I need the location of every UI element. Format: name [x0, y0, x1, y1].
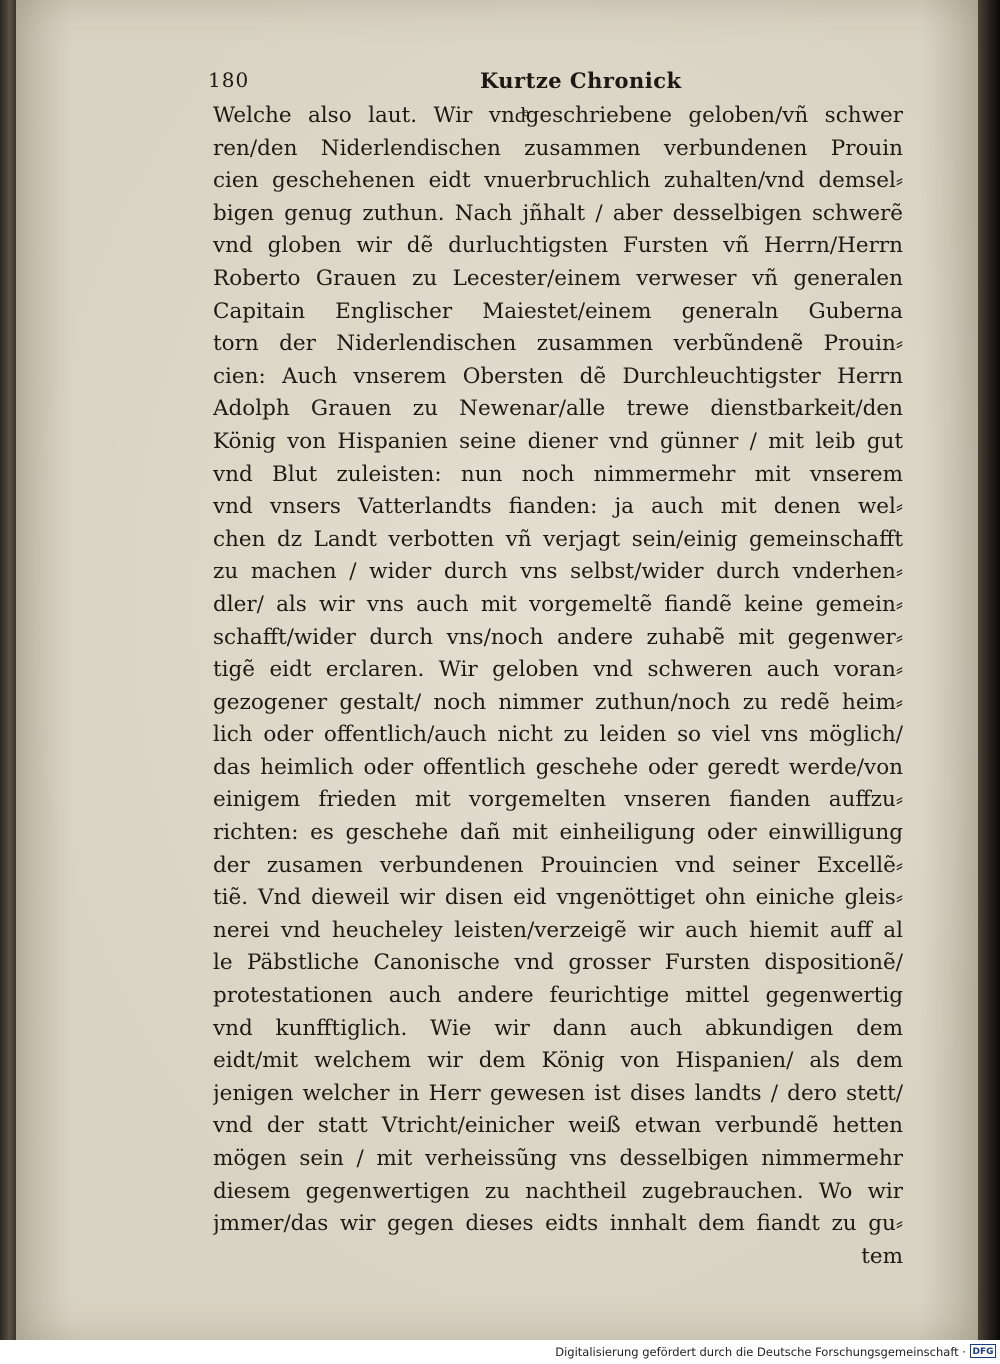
- footer-bar: [0, 1340, 1000, 1364]
- running-head: [0, 68, 1000, 98]
- body-text: [213, 100, 903, 1273]
- text-line: mögen sein / mit verheissũng vns desselbigen nimmermehr: [213, 1146, 903, 1171]
- text-line: torn der Niderlendischen zusammen verbũndenẽ Prouin⸗: [213, 331, 903, 357]
- text-line: tiẽ. Vnd dieweil wir disen eid vngenöttiget ohn einiche gleis⸗: [213, 885, 903, 911]
- dfg-logo-icon: DFG: [970, 1344, 996, 1358]
- text-line: ren/den Niderlendischen zusammen verbundenen Prouin: [213, 135, 903, 161]
- text-line: eidt/mit welchem wir dem König von Hispanien/ als dem: [213, 1048, 903, 1074]
- catchword: tem: [861, 1243, 903, 1269]
- text-line: nerei vnd heucheley leisten/verzeigẽ wir auch hiemit auff al: [213, 917, 903, 943]
- text-line: Welche also laut. Wir vndͤgeschriebene geloben/vñ schwer: [213, 103, 903, 128]
- text-line: richten: es geschehe dañ mit einheiligung oder einwilligung: [213, 820, 903, 846]
- text-line: zu machen / wider durch vns selbst/wider durch vnderhen⸗: [213, 559, 903, 585]
- text-line: gezogener gestalt/ noch nimmer zuthun/noch zu redẽ heim⸗: [213, 689, 903, 715]
- text-line: diesem gegenwertigen zu nachtheil zugebrauchen. Wo wir: [213, 1178, 903, 1204]
- text-line: protestationen auch andere feurichtige mittel gegenwertig: [213, 983, 903, 1009]
- text-line: vnd der statt Vtricht/einicher weiß etwan verbundẽ hetten: [213, 1113, 903, 1139]
- book-spine-edge: [0, 0, 16, 1340]
- text-line: cien geschehenen eidt vnuerbruchlich zuhalten/vnd demsel⸗: [213, 168, 903, 194]
- text-line: Adolph Grauen zu Newenar/alle trewe dienstbarkeit/den: [213, 396, 903, 422]
- text-line: der zusamen verbundenen Prouincien vnd seiner Excellẽ⸗: [213, 852, 903, 878]
- text-line: tigẽ eidt erclaren. Wir geloben vnd schweren auch voran⸗: [213, 657, 903, 683]
- text-line: chen dz Landt verbotten vñ verjagt sein/einig gemeinschafft: [213, 526, 903, 552]
- text-line: schafft/wider durch vns/noch andere zuhabẽ mit gegenwer⸗: [213, 624, 903, 650]
- text-line: jenigen welcher in Herr gewesen ist dises landts / dero stett/: [213, 1080, 903, 1106]
- running-title: Kurtze Chronick: [480, 68, 682, 93]
- text-line: einigem frieden mit vorgemelten vnseren fianden auffzu⸗: [213, 787, 903, 813]
- text-line: das heimlich oder offentlich geschehe oder geredt werde/von: [213, 754, 903, 780]
- text-line: vnd Blut zuleisten: nun noch nimmermehr mit vnserem: [213, 461, 903, 487]
- text-line: bigen genug zuthun. Nach jñhalt / aber desselbigen schwerẽ: [213, 200, 903, 226]
- page-number: 180: [208, 68, 250, 92]
- text-line: jmmer/das wir gegen dieses eidts innhalt dem fiandt zu gu⸗: [213, 1211, 903, 1237]
- text-line: cien: Auch vnserem Obersten dẽ Durchleuchtigster Herrn: [213, 363, 903, 389]
- text-line: le Päbstliche Canonische vnd grosser Fursten dispositionẽ/: [213, 950, 903, 976]
- text-line: vnd globen wir dẽ durluchtigsten Fursten vñ Herrn/Herrn: [213, 233, 903, 259]
- text-line: vnd kunfftiglich. Wie wir dann auch abkundigen dem: [213, 1015, 903, 1041]
- text-line: König von Hispanien seine diener vnd günner / mit leib gut: [213, 428, 903, 454]
- funding-credit: Digitalisierung gefördert durch die Deutsche Forschungsgemeinschaft ·: [555, 1345, 966, 1359]
- text-line: dler/ als wir vns auch mit vorgemeltẽ fiandẽ keine gemein⸗: [213, 591, 903, 617]
- text-line: Roberto Grauen zu Lecester/einem verweser vñ generalen: [213, 265, 903, 291]
- text-line: Capitain Englischer Maiestet/einem generaln Guberna: [213, 298, 903, 324]
- text-line: lich oder offentlich/auch nicht zu leiden so viel vns möglich/: [213, 722, 903, 748]
- text-line: vnd vnsers Vatterlandts fianden: ja auch mit denen wel⸗: [213, 494, 903, 520]
- page-right-edge: [978, 0, 1000, 1340]
